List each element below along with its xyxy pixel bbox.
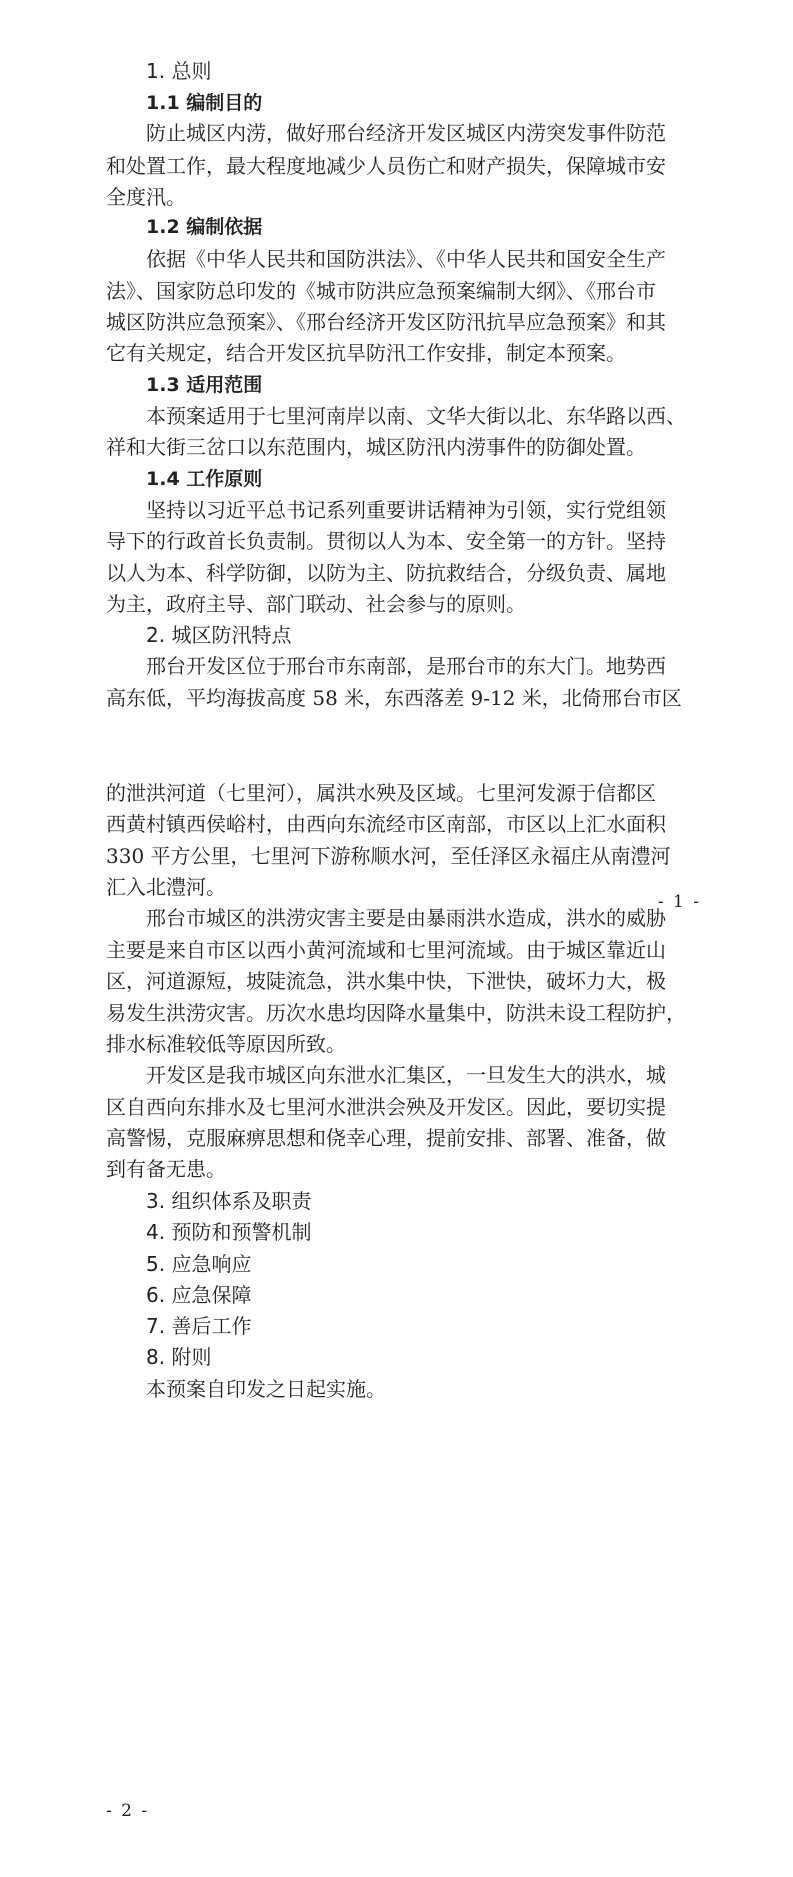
body-text-line: 邢台开发区位于邢台市东南部，是邢台市的东大门。地势西 — [146, 654, 666, 678]
section-heading: 1. 总则 — [146, 59, 212, 83]
body-text-line: 主要是来自市区以西小黄河流域和七里河流域。由于城区靠近山 — [106, 938, 666, 962]
body-text-line: 高警惕，克服麻痹思想和侥幸心理，提前安排、部署、准备，做 — [106, 1126, 666, 1150]
body-text-line: 和处置工作，最大程度地减少人员伤亡和财产损失，保障城市安 — [106, 154, 666, 178]
section-heading: 8. 附则 — [146, 1345, 212, 1369]
section-heading: 5. 应急响应 — [146, 1252, 252, 1276]
body-text-line: 到有备无患。 — [106, 1157, 226, 1181]
body-text-line: 城区防洪应急预案》、《邢台经济开发区防汛抗旱应急预案》和其 — [106, 310, 666, 334]
body-text-line: 本预案适用于七里河南岸以南、文华大街以北、东华路以西、 — [146, 404, 686, 428]
body-text-line: 邢台市城区的洪涝灾害主要是由暴雨洪水造成，洪水的威胁 — [146, 906, 666, 930]
body-text-line: 全度汛。 — [106, 185, 186, 209]
body-text-line: 西黄村镇西侯峪村，由西向东流经市区南部，市区以上汇水面积 — [106, 812, 666, 836]
body-text-line: 为主，政府主导、部门联动、社会参与的原则。 — [106, 592, 526, 616]
body-text-line: 防止城区内涝，做好邢台经济开发区城区内涝突发事件防范 — [146, 121, 666, 145]
body-text-line: 它有关规定，结合开发区抗旱防汛工作安排，制定本预案。 — [106, 341, 626, 365]
section-heading: 6. 应急保障 — [146, 1283, 252, 1307]
body-text-line: 高东低，平均海拔高度 58 米，东西落差 9-12 米，北倚邢台市区 — [106, 686, 682, 710]
body-text-line: 祥和大街三岔口以东范围内，城区防汛内涝事件的防御处置。 — [106, 435, 646, 459]
subsection-heading: 1.2 编制依据 — [146, 216, 263, 238]
page-number: - 2 - — [106, 1801, 150, 1821]
subsection-heading: 1.1 编制目的 — [146, 92, 263, 114]
body-text-line: 的泄洪河道（七里河），属洪水殃及区域。七里河发源于信都区 — [106, 781, 656, 805]
body-text-line: 区，河道源短，坡陡流急，洪水集中快，下泄快，破坏力大，极 — [106, 969, 666, 993]
body-text-line: 依据《中华人民共和国防洪法》、《中华人民共和国安全生产 — [146, 247, 666, 271]
page-number: - 1 - — [657, 892, 701, 912]
section-heading: 3. 组织体系及职责 — [146, 1189, 312, 1213]
subsection-heading: 1.4 工作原则 — [146, 468, 263, 490]
body-text-line: 排水标准较低等原因所致。 — [106, 1032, 346, 1056]
body-text-line: 区自西向东排水及七里河水泄洪会殃及开发区。因此，要切实提 — [106, 1095, 666, 1119]
body-text-line: 易发生洪涝灾害。历次水患均因降水量集中，防洪未设工程防护， — [106, 1001, 686, 1025]
body-text-line: 导下的行政首长负责制。贯彻以人为本、安全第一的方针。坚持 — [106, 529, 666, 553]
body-text-line: 汇入北澧河。 — [106, 875, 226, 899]
body-text-line: 开发区是我市城区向东泄水汇集区，一旦发生大的洪水，城 — [146, 1063, 666, 1087]
body-text-line: 330 平方公里，七里河下游称顺水河，至任泽区永福庄从南澧河 — [106, 844, 671, 868]
body-text-line: 本预案自印发之日起实施。 — [146, 1377, 386, 1401]
subsection-heading: 1.3 适用范围 — [146, 374, 263, 396]
section-heading: 2. 城区防汛特点 — [146, 623, 292, 647]
body-text-line: 法》、国家防总印发的《城市防洪应急预案编制大纲》、《邢台市 — [106, 279, 656, 303]
section-heading: 7. 善后工作 — [146, 1314, 252, 1338]
body-text-line: 以人为本、科学防御，以防为主、防抗救结合，分级负责、属地 — [106, 561, 666, 585]
body-text-line: 坚持以习近平总书记系列重要讲话精神为引领，实行党组领 — [146, 498, 666, 522]
section-heading: 4. 预防和预警机制 — [146, 1220, 312, 1244]
